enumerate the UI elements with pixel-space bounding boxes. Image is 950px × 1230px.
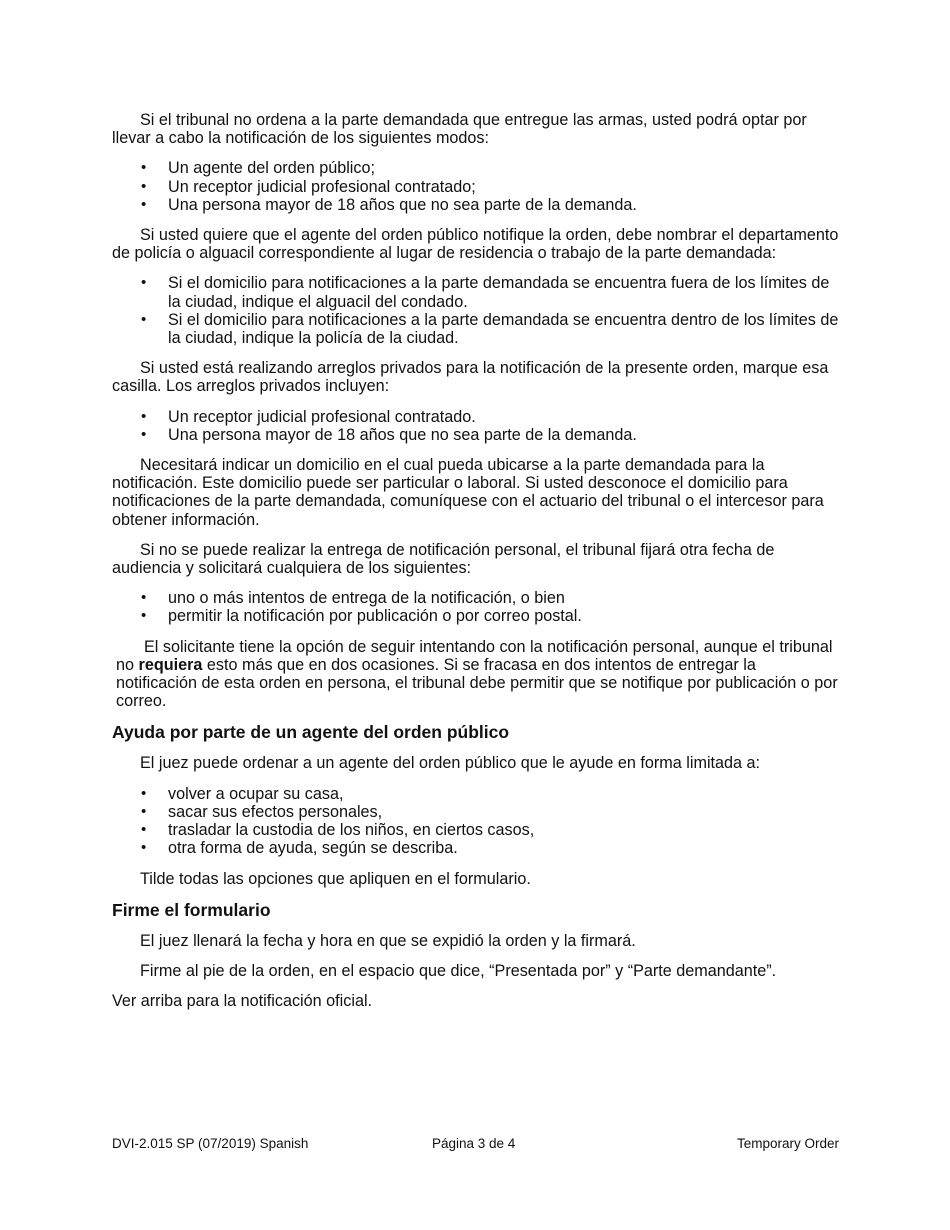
footer-doc-title: Temporary Order xyxy=(736,1136,839,1151)
list-item: • Una persona mayor de 18 años que no sea parte de la demanda. xyxy=(141,195,637,214)
paragraph-sign-bottom: Firme al pie de la orden, en el espacio que dice, “Presentada por” y “Parte demandante”. xyxy=(140,961,777,980)
paragraph-judge-may-order: El juez puede ordenar a un agente del orden público que le ayude en forma limitada a: xyxy=(140,754,761,773)
bullet-icon: • xyxy=(141,821,147,839)
paragraph-no-service: Si no se puede realizar la entrega de notificación personal, el tribunal fijará otra fecha de audiencia y solicitará cualquiera de los siguientes: xyxy=(112,540,775,578)
bullet-icon: • xyxy=(141,802,147,820)
list-item: • sacar sus efectos personales, xyxy=(141,802,383,821)
bullet-icon: • xyxy=(141,607,147,625)
bold-requiera: requiera xyxy=(138,655,203,674)
heading-law-enforcement-help: Ayuda por parte de un agente del orden público xyxy=(112,722,510,743)
bullet-icon: • xyxy=(141,310,147,328)
heading-sign-form: Firme el formulario xyxy=(112,899,271,920)
bullet-icon: • xyxy=(141,839,147,857)
bullet-icon: • xyxy=(141,177,147,195)
list-item: • Un agente del orden público; xyxy=(141,159,375,178)
list-item: • Una persona mayor de 18 años que no sea parte de la demanda. xyxy=(141,425,637,444)
list-help-types xyxy=(112,785,840,858)
paragraph-petitioner-option: El solicitante tiene la opción de seguir intentando con la notificación personal, aunque el tribunal no requiera esto más que en dos ocasiones. Si se fracasa en dos intentos de entregar la notificación de esta orden en persona, el tribunal debe permitir que se notifique por publicación o por correo. xyxy=(116,637,838,711)
footer-page-number: Página 3 de 4 xyxy=(432,1136,516,1151)
bullet-icon: • xyxy=(141,425,147,443)
paragraph-service-options: Si el tribunal no ordena a la parte demandada que entregue las armas, usted podrá optar por llevar a cabo la notificación de los siguientes modos: xyxy=(112,111,807,148)
list-item: • volver a ocupar su casa, xyxy=(141,784,344,803)
bullet-icon: • xyxy=(141,159,147,177)
list-item: • Un receptor judicial profesional contratado; xyxy=(141,177,476,196)
paragraph-see-above: Ver arriba para la notificación oficial. xyxy=(112,992,373,1011)
list-private-arrangements xyxy=(112,408,840,444)
paragraph-law-officer: Si usted quiere que el agente del orden público notifique la orden, debe nombrar el departamento de policía o alguacil correspondiente al lugar de residencia o trabajo de la parte demandada: xyxy=(112,226,839,263)
list-item: • permitir la notificación por publicación o por correo postal. xyxy=(141,607,582,626)
paragraph-check-options: Tilde todas las opciones que apliquen en el formulario. xyxy=(140,869,531,888)
bullet-icon: • xyxy=(141,274,147,292)
list-item: • otra forma de ayuda, según se describa. xyxy=(141,839,458,858)
bullet-icon: • xyxy=(141,589,147,607)
bullet-icon: • xyxy=(141,195,147,213)
list-item: • Si el domicilio para notificaciones a la parte demandada se encuentra dentro de los límites de la ciudad, indique la policía de la ciudad. xyxy=(141,310,839,348)
footer-form-id: DVI-2.015 SP (07/2019) Spanish xyxy=(112,1136,309,1151)
document-body xyxy=(112,111,840,1022)
list-item: • Un receptor judicial profesional contratado. xyxy=(141,407,476,426)
list-jurisdiction xyxy=(112,274,840,347)
list-item: • uno o más intentos de entrega de la notificación, o bien xyxy=(141,589,565,608)
list-item: • trasladar la custodia de los niños, en ciertos casos, xyxy=(141,821,535,840)
paragraph-address: Necesitará indicar un domicilio en el cual pueda ubicarse a la parte demandada para la notificación. Este domicilio puede ser particular o laboral. Si usted desconoce el domicilio para notificaciones de la parte demandada, comuníquese con el actuario del tribunal o el intercesor para obtener información. xyxy=(112,456,824,529)
paragraph-private-arrangements: Si usted está realizando arreglos privados para la notificación de la presente orden, marque esa casilla. Los arreglos privados incluyen: xyxy=(112,359,829,396)
list-item: • Si el domicilio para notificaciones a la parte demandada se encuentra fuera de los límites de la ciudad, indique el alguacil del condado. xyxy=(141,274,830,311)
list-alternatives xyxy=(112,589,840,625)
bullet-icon: • xyxy=(141,407,147,425)
list-service-methods xyxy=(112,159,840,214)
bullet-icon: • xyxy=(141,784,147,802)
paragraph-judge-signs: El juez llenará la fecha y hora en que se expidió la orden y la firmará. xyxy=(140,931,636,950)
